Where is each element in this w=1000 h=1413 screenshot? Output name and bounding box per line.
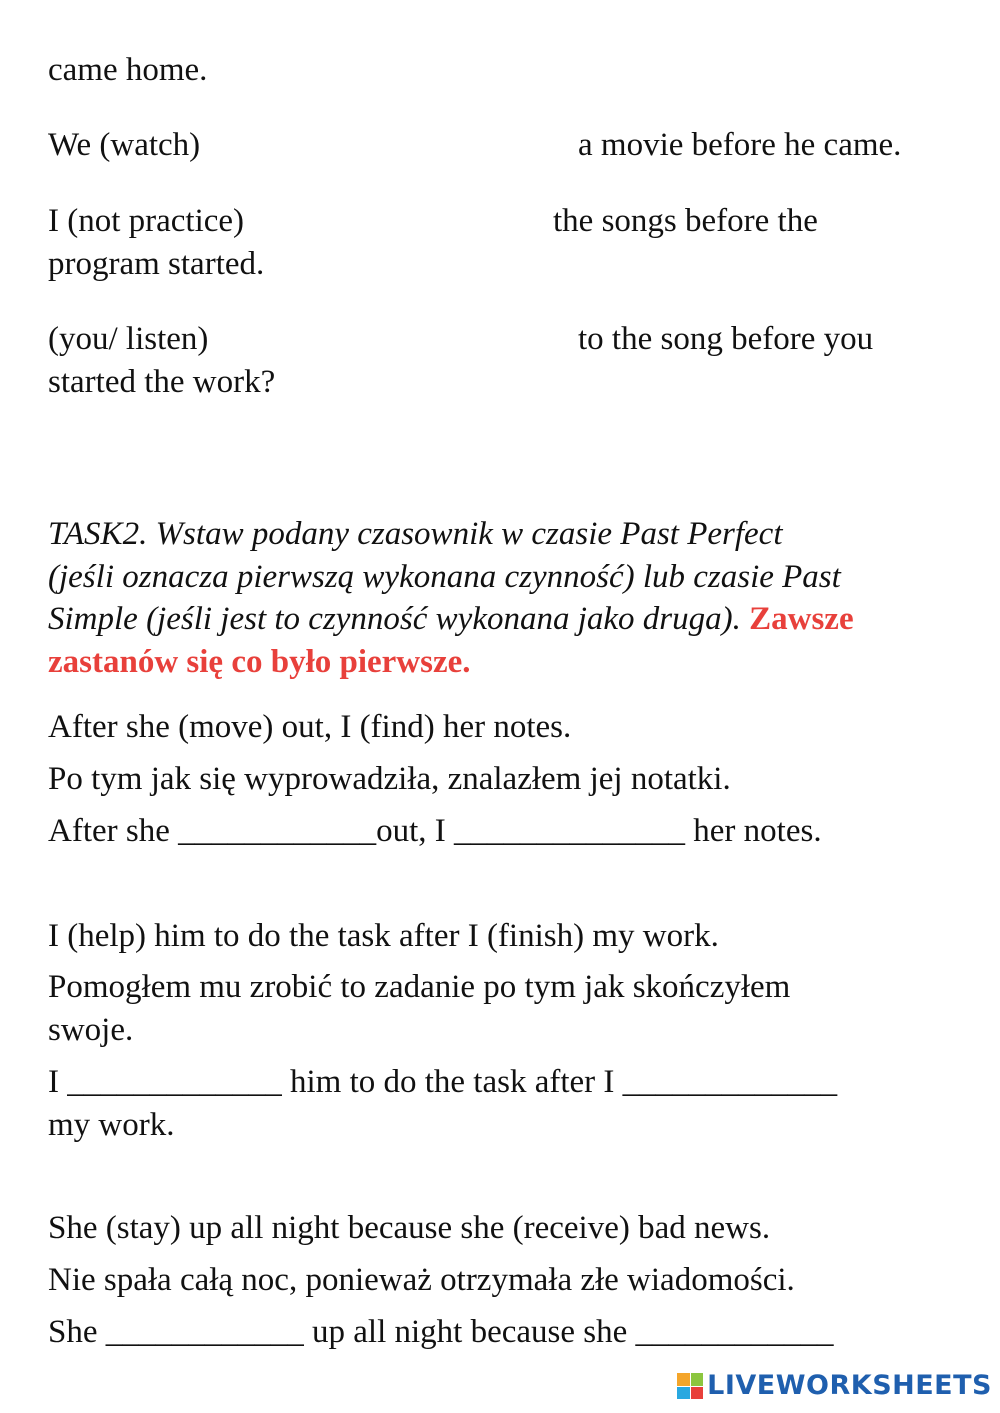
logo-tile-v: [677, 1387, 690, 1400]
task2-highlight-2: zastanów się co było pierwsze.: [48, 644, 471, 680]
sentence-4-prompt: (you/ listen): [48, 321, 209, 357]
sentence-3-ending: the songs before the: [553, 203, 818, 239]
liveworksheets-logo-text: LIVEWORKSHEETS: [707, 1370, 992, 1401]
exercise-2-fill-in-line-2: my work.: [48, 1107, 175, 1143]
exercise-2-polish-line-2: swoje.: [48, 1012, 134, 1048]
exercise-2-english: I (help) him to do the task after I (finish) my work.: [48, 918, 719, 954]
exercise-3-english: She (stay) up all night because she (receive) bad news.: [48, 1210, 771, 1246]
sentence-4-continuation: started the work?: [48, 364, 276, 400]
sentence-4-ending: to the song before you: [578, 321, 874, 357]
sentence-1-continuation: came home.: [48, 52, 208, 88]
liveworksheets-logo: [677, 1371, 992, 1401]
sentence-2-prompt: We (watch): [48, 127, 201, 163]
task2-instruction-line-2: (jeśli oznacza pierwszą wykonana czynność) lub czasie Past: [48, 559, 841, 595]
exercise-1-polish: Po tym jak się wyprowadziła, znalazłem jej notatki.: [48, 761, 731, 797]
liveworksheets-logo-icon: [677, 1373, 703, 1399]
task2-highlight-1: Zawsze: [749, 601, 854, 637]
task2-instruction-line-1: TASK2. Wstaw podany czasownik w czasie Past Perfect: [48, 516, 783, 552]
sentence-3-continuation: program started.: [48, 246, 265, 282]
exercise-1-fill-in: After she ____________out, I ______________ her notes.: [48, 813, 822, 849]
exercise-2-fill-in-line-1: I _____________ him to do the task after I _____________: [48, 1064, 838, 1100]
exercise-1-english: After she (move) out, I (find) her notes.: [48, 709, 572, 745]
logo-tile-e: [691, 1387, 704, 1400]
logo-tile-i: [691, 1373, 704, 1386]
exercise-2-polish-line-1: Pomogłem mu zrobić to zadanie po tym jak skończyłem: [48, 969, 791, 1005]
task2-instruction-line-3: [48, 598, 854, 641]
exercise-3-polish: Nie spała całą noc, ponieważ otrzymała złe wiadomości.: [48, 1262, 795, 1298]
sentence-3-prompt: I (not practice): [48, 203, 245, 239]
logo-tile-l: [677, 1373, 690, 1386]
sentence-2-ending: a movie before he came.: [578, 127, 902, 163]
task2-instruction-text: Simple (jeśli jest to czynność wykonana jako druga).: [48, 601, 741, 637]
exercise-3-fill-in: She ____________ up all night because she ____________: [48, 1314, 834, 1350]
